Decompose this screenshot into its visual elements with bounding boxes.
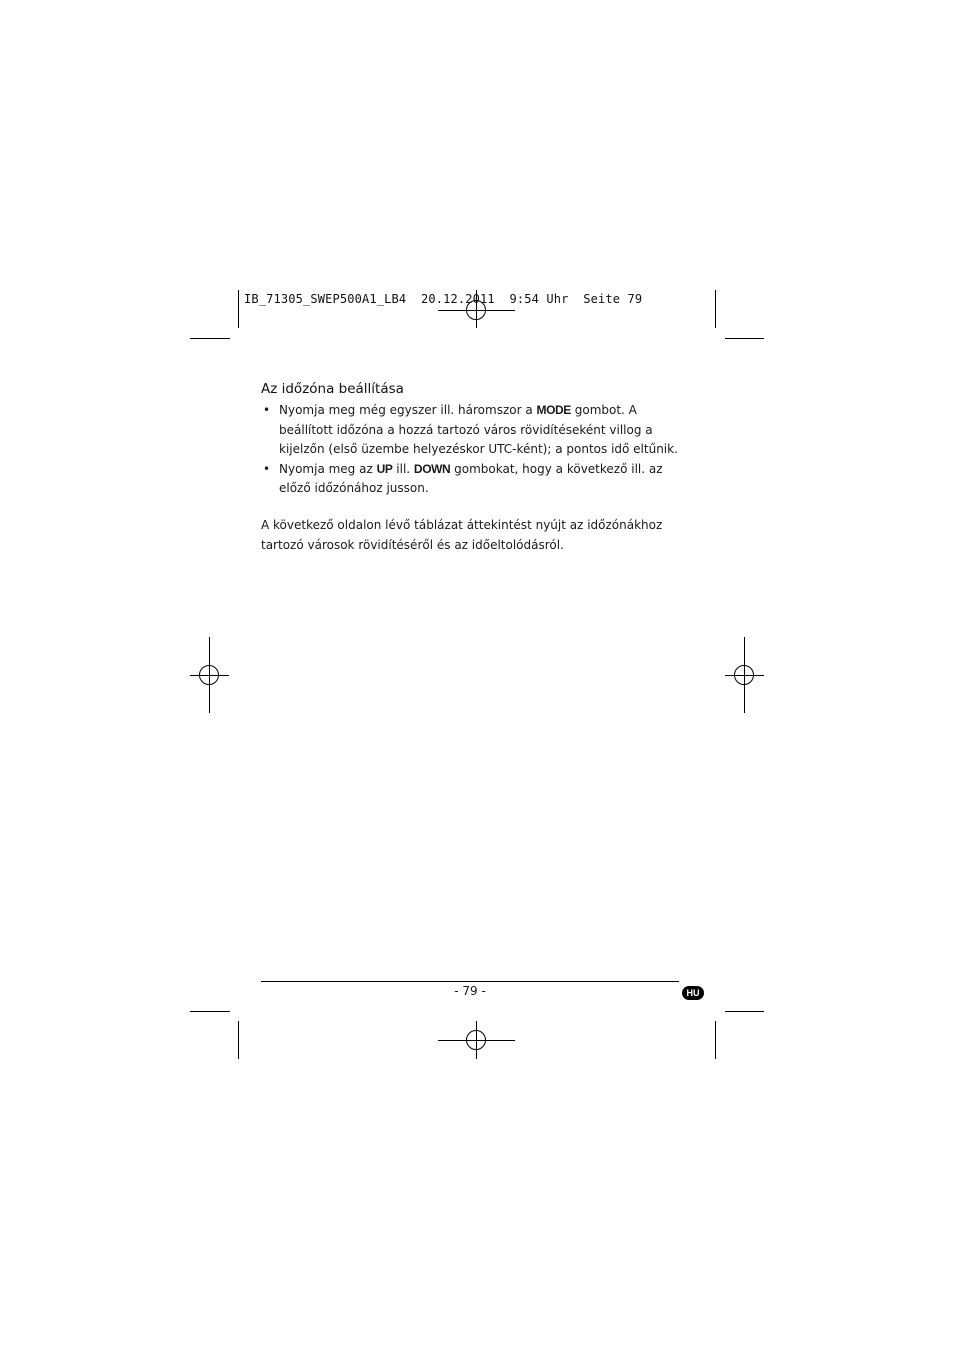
section-heading: Az időzóna beállítása (261, 381, 404, 397)
crop-mark (715, 290, 716, 328)
mode-key-label: MODE (536, 403, 571, 417)
crop-mark (238, 290, 239, 328)
crop-mark (725, 338, 764, 339)
list-item: • Nyomja meg az UP ill. DOWN gombokat, hogy a következő ill. az előző időzónához jusson. (263, 461, 663, 495)
registration-circle (734, 665, 754, 685)
crop-mark (190, 1011, 230, 1012)
crop-mark (190, 338, 230, 339)
bullet: • (263, 403, 271, 417)
up-key-label: UP (376, 461, 393, 476)
crop-mark (725, 1011, 764, 1012)
language-badge: HU (682, 986, 704, 1000)
print-slug-line: IB_71305_SWEP500A1_LB4 20.12.2011 9:54 Uhr Seite 79 (244, 292, 643, 306)
footer-rule (261, 981, 679, 982)
list-item: • Nyomja meg még egyszer ill. háromszor a MODE gombot. A beállított időzóna a hozzá tartozó város rövidítéseként villog a kijelzőn (első üzembe helyezéskor UTC-ként); a pontos idő eltűnik. (263, 403, 678, 456)
registration-circle (199, 665, 219, 685)
instruction-list (261, 401, 681, 499)
crop-mark (715, 1021, 716, 1059)
page-number: - 79 - (454, 984, 486, 998)
registration-circle (466, 1030, 486, 1050)
down-key-label: DOWN (413, 461, 451, 476)
crop-mark (238, 1021, 239, 1059)
info-paragraph: A következő oldalon lévő táblázat áttekintést nyújt az időzónákhoz tartozó városok rövidítéséről és az időeltolódásról. (261, 518, 663, 552)
bullet: • (263, 461, 271, 476)
